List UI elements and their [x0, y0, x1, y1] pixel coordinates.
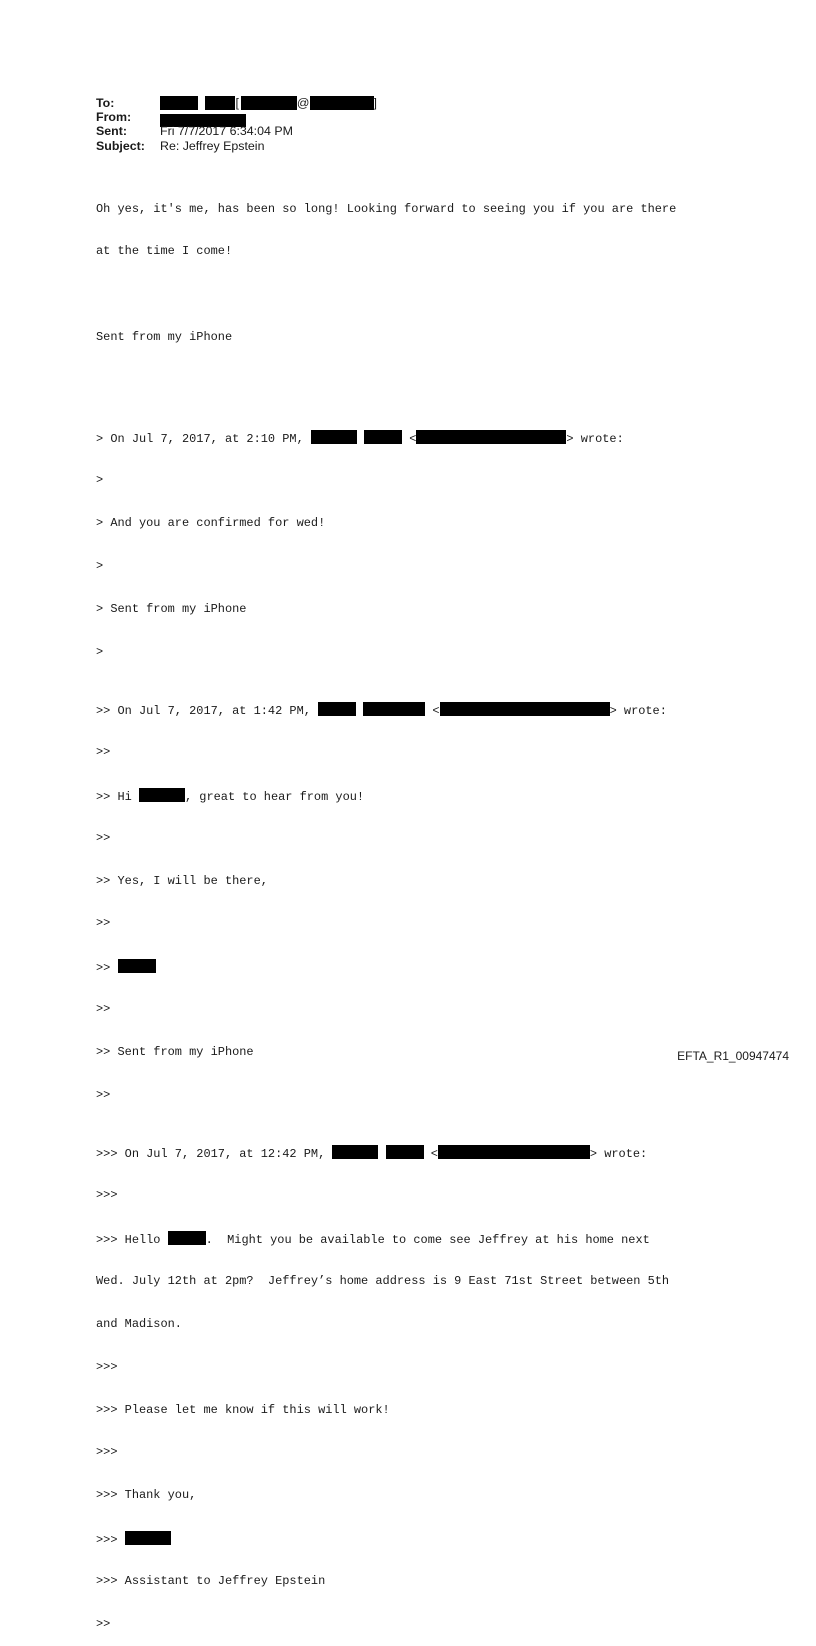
quote-line: >> — [96, 830, 111, 845]
body-line: Oh yes, it's me, has been so long! Looking forward to seeing you if you are there — [96, 201, 677, 216]
quote-line: Wed. July 12th at 2pm? Jeffrey’s home address is 9 East 71st Street between 5th — [96, 1273, 670, 1288]
quote-text: > On Jul 7, 2017, at 2:10 PM, — [96, 432, 311, 447]
quote-text: < — [423, 1147, 438, 1162]
sent-label: Sent: — [96, 124, 127, 139]
redaction-block — [310, 96, 374, 110]
quote-text: >> — [96, 961, 118, 976]
sent-row — [96, 124, 377, 138]
quote-line: >>> — [96, 1445, 118, 1460]
quote-line: >>> — [96, 1359, 118, 1374]
to-bracket-open: [ — [235, 96, 239, 110]
document-id: EFTA_R1_00947474 — [677, 1049, 789, 1063]
redaction-block — [416, 430, 566, 444]
quote-text: . Might you be available to come see Jeffrey at his home next — [205, 1232, 650, 1247]
quote-line — [96, 788, 676, 802]
to-value — [160, 96, 377, 110]
quote-line: >>> Assistant to Jeffrey Epstein — [96, 1574, 326, 1589]
quote-text: >>> On Jul 7, 2017, at 12:42 PM, — [96, 1147, 333, 1162]
quote-line: >> Sent from my iPhone — [96, 1045, 254, 1060]
from-label: From: — [96, 110, 132, 125]
redaction-block — [440, 702, 610, 716]
quote-line: > — [96, 644, 104, 659]
quote-line — [96, 959, 676, 976]
quote-text: , great to hear from you! — [184, 789, 365, 804]
quote-line — [96, 702, 676, 716]
to-bracket-close: ] — [373, 96, 377, 110]
redaction-block — [139, 788, 185, 802]
quote-line: >>> Please let me know if this will work! — [96, 1402, 390, 1417]
email-body — [96, 173, 676, 1646]
quote-line: >> Yes, I will be there, — [96, 873, 268, 888]
quote-line: >> — [96, 1088, 111, 1102]
from-row — [96, 110, 377, 124]
to-at-sign: @ — [296, 96, 310, 110]
quote-line: >> — [96, 744, 111, 759]
redaction-block — [160, 96, 198, 110]
sent-value: Fri 7/7/2017 6:34:04 PM — [160, 124, 293, 139]
redaction-block — [241, 96, 297, 110]
to-label: To: — [96, 96, 115, 110]
quote-text: >>> — [96, 1533, 125, 1548]
email-header — [96, 96, 377, 153]
redaction-block — [438, 1145, 590, 1159]
redaction-block — [205, 96, 235, 110]
quote-line — [96, 430, 676, 447]
blank-line — [96, 287, 676, 301]
quote-text: < — [425, 703, 440, 718]
quote-line: >> — [96, 1616, 111, 1631]
quote-line: >> — [96, 1002, 111, 1017]
quote-line: >> — [96, 916, 111, 931]
quote-line — [96, 1531, 676, 1548]
quote-line: > — [96, 473, 104, 488]
subject-value: Re: Jeffrey Epstein — [160, 138, 265, 153]
quote-line — [96, 1145, 676, 1162]
quote-text: < — [402, 432, 417, 447]
body-line: at the time I come! — [96, 244, 233, 259]
redaction-block — [118, 959, 156, 973]
quote-text: >> Hi — [96, 789, 139, 804]
redaction-block — [364, 430, 402, 444]
quote-line — [96, 1231, 676, 1245]
redaction-block — [363, 702, 425, 716]
redaction-block — [168, 1231, 206, 1245]
subject-row — [96, 139, 377, 153]
quote-text: > wrote: — [589, 1147, 648, 1162]
quote-text: >>> Hello — [96, 1232, 168, 1247]
redaction-block — [386, 1145, 424, 1159]
quote-line: > Sent from my iPhone — [96, 601, 247, 616]
quote-line: > — [96, 559, 104, 574]
redaction-block — [311, 430, 357, 444]
to-row — [96, 96, 377, 110]
subject-label: Subject: — [96, 138, 145, 153]
quote-line: and Madison. — [96, 1316, 182, 1331]
redaction-block — [318, 702, 356, 716]
quote-line: > And you are confirmed for wed! — [96, 516, 326, 531]
redaction-block — [332, 1145, 378, 1159]
quote-line: >>> — [96, 1188, 118, 1203]
quote-text: >> On Jul 7, 2017, at 1:42 PM, — [96, 703, 319, 718]
body-line: Sent from my iPhone — [96, 330, 233, 345]
quote-text: > wrote: — [609, 703, 667, 718]
quote-text: > wrote: — [566, 432, 624, 447]
redaction-block — [125, 1531, 171, 1545]
blank-line — [96, 373, 676, 387]
quote-line: >>> Thank you, — [96, 1488, 197, 1503]
